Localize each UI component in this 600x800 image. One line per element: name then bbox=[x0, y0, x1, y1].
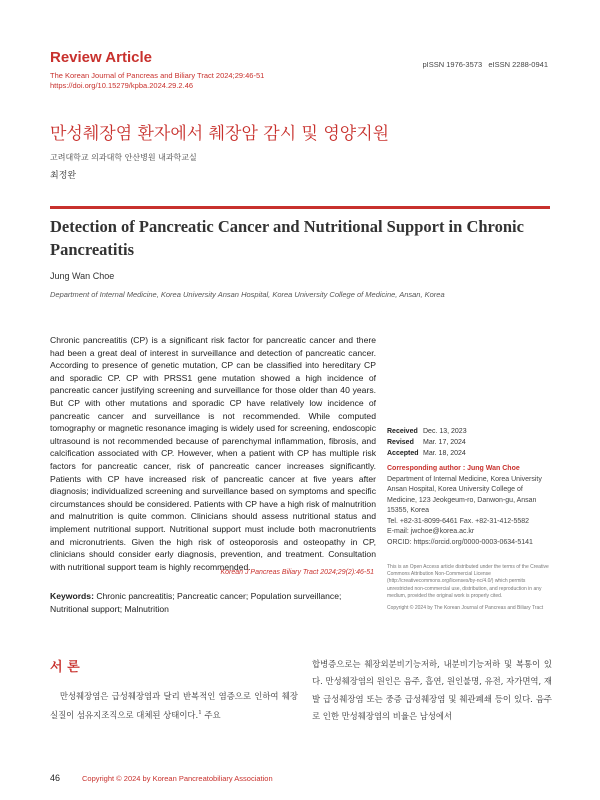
correspondence-header: Corresponding author : Jung Wan Choe bbox=[387, 465, 520, 472]
keywords-list: Chronic pancreatitis; Pancreatic cancer; Population surveillance; Nutritional support; Malnutrition bbox=[50, 591, 342, 614]
citation: Korean J Pancreas Biliary Tract 2024;29(2):46-51 bbox=[220, 569, 374, 576]
correspondence-phone: Tel. +82-31-8099-6461 Fax. +82-31-412-5582 bbox=[387, 517, 530, 525]
body-left-text: 만성췌장염은 급성췌장염과 달리 반복적인 염증으로 인하여 췌장 실질이 섬유지조직으로 대체된 상태이다. bbox=[50, 691, 298, 720]
body-right-column: 합병증으로는 췌장외분비기능저하, 내분비기능저하 및 복통이 있다. 만성췌장염의 원인은 음주, 흡연, 원인불명, 유전, 자가면역, 재발 급성췌장염 또는 중증 급성췌장염 및 췌관폐쇄 등이 있다. 음주로 인한 만성췌장염의 비율은 남성에서 bbox=[312, 659, 552, 722]
correspondence-line: 15355, Korea bbox=[387, 507, 430, 514]
keywords-label: Keywords: bbox=[50, 591, 94, 601]
korean-title: 만성췌장염 환자에서 췌장암 감시 및 영양지원 bbox=[50, 124, 390, 144]
correspondence-line: Department of Internal Medicine, Korea University bbox=[387, 475, 542, 483]
accepted-label: Accepted bbox=[387, 450, 419, 457]
received-date: Dec. 13, 2023 bbox=[423, 428, 467, 435]
english-affiliation: Department of Internal Medicine, Korea University Ansan Hospital, Korea University College of Medicine, Ansan, Korea bbox=[50, 290, 445, 299]
issn-info: pISSN 1976-3573 eISSN 2288-0941 bbox=[422, 60, 548, 69]
open-access-notice: This is an Open Access article distributed under the terms of the Creative Commons Attribution Non-Commercial License (http://creativecommons.org/licenses/by-nc/4.0/) which permits unrestricted non-commercial use, distribution, and reproduction in any medium, provided the original work is properly cited. bbox=[387, 564, 549, 599]
footer-copyright: Copyright © 2024 by Korean Pancreatobiliary Association bbox=[82, 774, 273, 783]
correspondence-line: Ansan Hospital, Korea University College of bbox=[387, 486, 523, 493]
correspondence-block bbox=[387, 464, 552, 548]
journal-reference: The Korean Journal of Pancreas and Biliary Tract 2024;29:46-51 bbox=[50, 71, 265, 80]
revised-date: Mar. 17, 2024 bbox=[423, 439, 466, 446]
keywords bbox=[50, 590, 370, 615]
correspondence-line: Medicine, 123 Jeokgeum-ro, Danwon-gu, Ansan bbox=[387, 496, 537, 504]
received-label: Received bbox=[387, 428, 418, 435]
article-dates bbox=[387, 426, 467, 459]
doi-link[interactable]: https://doi.org/10.15279/kpba.2024.29.2.46 bbox=[50, 81, 194, 90]
korean-affiliation: 고려대학교 의과대학 안산병원 내과학교실 bbox=[50, 153, 197, 162]
accepted-date: Mar. 18, 2024 bbox=[423, 450, 466, 457]
english-title: Detection of Pancreatic Cancer and Nutritional Support in Chronic Pancreatitis bbox=[50, 217, 524, 259]
title-divider bbox=[50, 206, 550, 209]
body-left-column bbox=[50, 688, 298, 724]
section-title-introduction: 서 론 bbox=[50, 660, 80, 675]
body-left-tail: 주요 bbox=[201, 709, 221, 720]
reference-superscript: 1 bbox=[198, 710, 202, 716]
korean-author: 최정완 bbox=[50, 171, 77, 181]
correspondence-orcid[interactable]: ORCID: https://orcid.org/0000-0003-0634-5141 bbox=[387, 538, 533, 546]
side-copyright: Copyright © 2024 by The Korean Journal of Pancreas and Biliary Tract bbox=[387, 605, 544, 611]
abstract-text: Chronic pancreatitis (CP) is a significant risk factor for pancreatic cancer and there had been a great deal of interest in surveillance and detection of pancreatic cancer. According to presence of genetic mutation, CP can be classified into hereditary CP and sporadic CP. CP with PRSS1 gene mutation showed a high incidence of pancreatic cancer justifying screening and surveillance for those older than 40 years. But CP with other mutations and sporadic CP have relatively low incidence of pancreatic cancer and surveillance is not recommended. While computed tomography or magnetic resonance imaging is widely used for screening, endoscopic ultrasound is not recommended because of parenchymal inflammation, fibrosis, and calcification associated with CP. However, when a patient with CP has multiple risk factors for pancreatic cancer, risk of pancreatic cancer increases significantly. Patients with CP have increased risk of pancreatic cancer at five years after diagnosis; individualized screening and surveillance based on symptoms and specific circumstances should be considered. Patients with CP have a high risk of malnutrition and malnutrition is quite common. Clinicians should assess nutritional status and implement nutritional support. Nutritional support must include both macronutrients and micronutrients. Given the high risk of osteoporosis and osteopathy in CP, clinicians should consider early diagnosis, prevention, and treatment. Consultation with nutritional support team is highly recommended. bbox=[50, 335, 376, 572]
english-author: Jung Wan Choe bbox=[50, 271, 115, 281]
revised-label: Revised bbox=[387, 439, 414, 446]
page-number: 46 bbox=[50, 773, 61, 783]
article-type-label: Review Article bbox=[50, 49, 152, 66]
correspondence-email[interactable]: E-mail: jwchoe@korea.ac.kr bbox=[387, 528, 475, 535]
